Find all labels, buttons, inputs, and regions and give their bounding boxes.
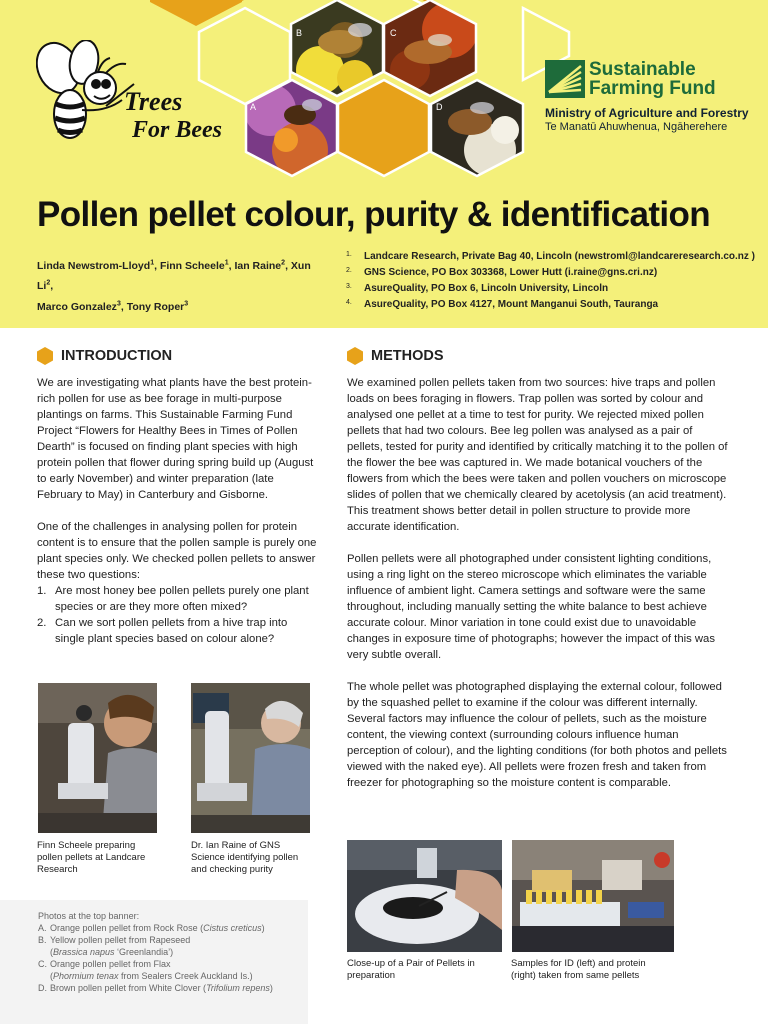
author: Ian Raine$^2$, <box>234 259 291 272</box>
introduction-paragraph: We are investigating what plants have the best protein-rich pollen for use as bee forage in multi-purpose plantings on farms. This Sustainable Farming Fund Project “Flowers for Healthy Bees in Times of Pollen Dearth” is focused on finding plant species with high protein pollen that flower during spring build up (August to early November) and winter preparation (late February to May) in Canterbury and Gisborne. <box>37 377 314 501</box>
authors-list <box>37 254 327 316</box>
page-title: Pollen pellet colour, purity & identification <box>37 195 711 234</box>
affiliations-list <box>346 249 755 313</box>
notes-list <box>38 922 273 994</box>
hexagon-bullet-icon <box>347 347 363 365</box>
notes-item: D. Brown pollen pellet from White Clover (Trifolium repens) <box>38 983 273 993</box>
methods-heading: METHODS <box>347 347 444 365</box>
author: Xun Li$^2$, <box>37 259 311 292</box>
sponsor-ministry: Ministry of Agriculture and Forestry <box>545 106 749 120</box>
caption-closeup: Close-up of a Pair of Pellets in preparation <box>347 958 475 981</box>
sff-logo-icon <box>545 60 585 98</box>
notes-item: A. Orange pollen pellet from Rock Rose (Cistus creticus) <box>38 923 265 933</box>
introduction-paragraph: One of the challenges in analysing pollen for protein content is to ensure that the pollen sample is purely one plant species only. We checked pollen pellets to answer these two questions: <box>37 521 317 581</box>
methods-paragraph: We examined pollen pellets taken from two sources: hive traps and pollen loads on bees foraging in flowers. Trap pollen was sorted by colour and analysed one pellet at a time to test for purity. We rejected mixed pollen pellets that had two colours. Bee leg pollen was analysed as a pair of pellets, tested for purity and identified by critically matching it to the pollen of the flower the bee was captured in. We made botanical vouchers of the flowers from which the bees were taken and pollen vouchers on microscope slides of pollen that we chemically cleared by acetolysis (an acid treatment). This treatment shows better detail in pollen structure to provide more accurate identification. <box>347 377 728 533</box>
hex-label-c: C <box>390 28 397 38</box>
hex-photo-d <box>431 80 523 176</box>
author: Finn Scheele$^1$, <box>159 259 235 272</box>
methods-paragraph: The whole pellet was photographed displaying the external colour, followed by the squashed pellet to examine if the colour was different internally. Several factors may influence the colour of pellets, such as the moisture content, the viewing context (surrounding colours influence human perception of colour), and the lighting conditions (for both photos and pellets viewed with the naked eye). All pellets were frozen fresh and taken from freezer for photographing so the moisture content is comparable. <box>347 681 727 789</box>
hex-label-a: A <box>250 102 257 112</box>
notes-item: C. Orange pollen pellet from Flax (Phormium tenax from Sealers Creek Auckland Is.) <box>38 959 253 981</box>
notes-item: B. Yellow pollen pellet from Rapeseed (Brassica napus ‘Greenlandia’) <box>38 935 191 957</box>
outline-hex <box>338 80 429 176</box>
caption-samples: Samples for ID (left) and protein (right) taken from same pellets <box>511 958 646 981</box>
hex-photo-b <box>291 0 383 96</box>
author: Tony Roper$^3$ <box>126 300 189 313</box>
svg-text:For Bees: For Bees <box>132 117 222 143</box>
honey-hex <box>150 0 242 26</box>
questions-list <box>37 583 319 647</box>
methods-body <box>347 375 729 807</box>
caption-ian: Dr. Ian Raine of GNS Science identifying pollen and checking purity <box>191 840 299 875</box>
hex-photo-a <box>244 80 338 178</box>
sponsor-name: Sustainable Farming Fund <box>589 59 716 99</box>
affiliation: 1. Landcare Research, Private Bag 40, Lincoln (newstroml@landcareresearch.co.nz ) <box>346 251 756 262</box>
hexagon-bullet-icon <box>37 347 53 365</box>
hex-label-d: D <box>436 102 443 112</box>
affiliation: 3. AsureQuality, PO Box 6, Lincoln University, Lincoln <box>346 283 609 294</box>
sponsor-maori: Te Manatū Ahuwhenua, Ngāherehere <box>545 121 728 133</box>
affiliation: 2. GNS Science, PO Box 303368, Lower Hutt (i.raine@gns.cri.nz) <box>346 267 658 278</box>
affiliation: 4. AsureQuality, PO Box 4127, Mount Manganui South, Tauranga <box>346 299 659 310</box>
notes-heading: Photos at the top banner: <box>38 911 140 921</box>
question-item: 1. Are most honey bee pollen pellets purely one plant species or are they more often mixed? <box>37 585 309 613</box>
hex-label-b: B <box>296 28 303 38</box>
question-item: 2. Can we sort pollen pellets from a hive trap into single plant species based on colour alone? <box>37 617 288 645</box>
author: Linda Newstrom-Lloyd$^1$, <box>37 259 160 272</box>
photo-ian-raine <box>191 683 310 833</box>
trees-for-bees-logo <box>36 40 226 150</box>
photo-finn-scheele <box>38 683 157 833</box>
methods-paragraph: Pollen pellets were all photographed under consistent lighting conditions, using a ring light on the stereo microscope which eliminates the variable influence of ambient light. Camera settings and software were the same throughout, including manually setting the white balance to best achieve accurate colour. Minor variation in tone could exist due to unavoidable changes in exposure time of photographs; however the impact of this was very subtle overall. <box>347 553 715 661</box>
hex-photo-c <box>384 0 478 96</box>
introduction-heading: INTRODUCTION <box>37 347 172 365</box>
photo-samples <box>512 840 674 952</box>
svg-text:Trees: Trees <box>124 87 183 116</box>
author: Marco Gonzalez$^3$, <box>37 300 127 313</box>
photo-pellet-closeup <box>347 840 502 952</box>
introduction-body <box>37 375 319 647</box>
banner-photo-notes <box>0 900 308 1024</box>
caption-finn: Finn Scheele preparing pollen pellets at Landcare Research <box>37 840 146 875</box>
